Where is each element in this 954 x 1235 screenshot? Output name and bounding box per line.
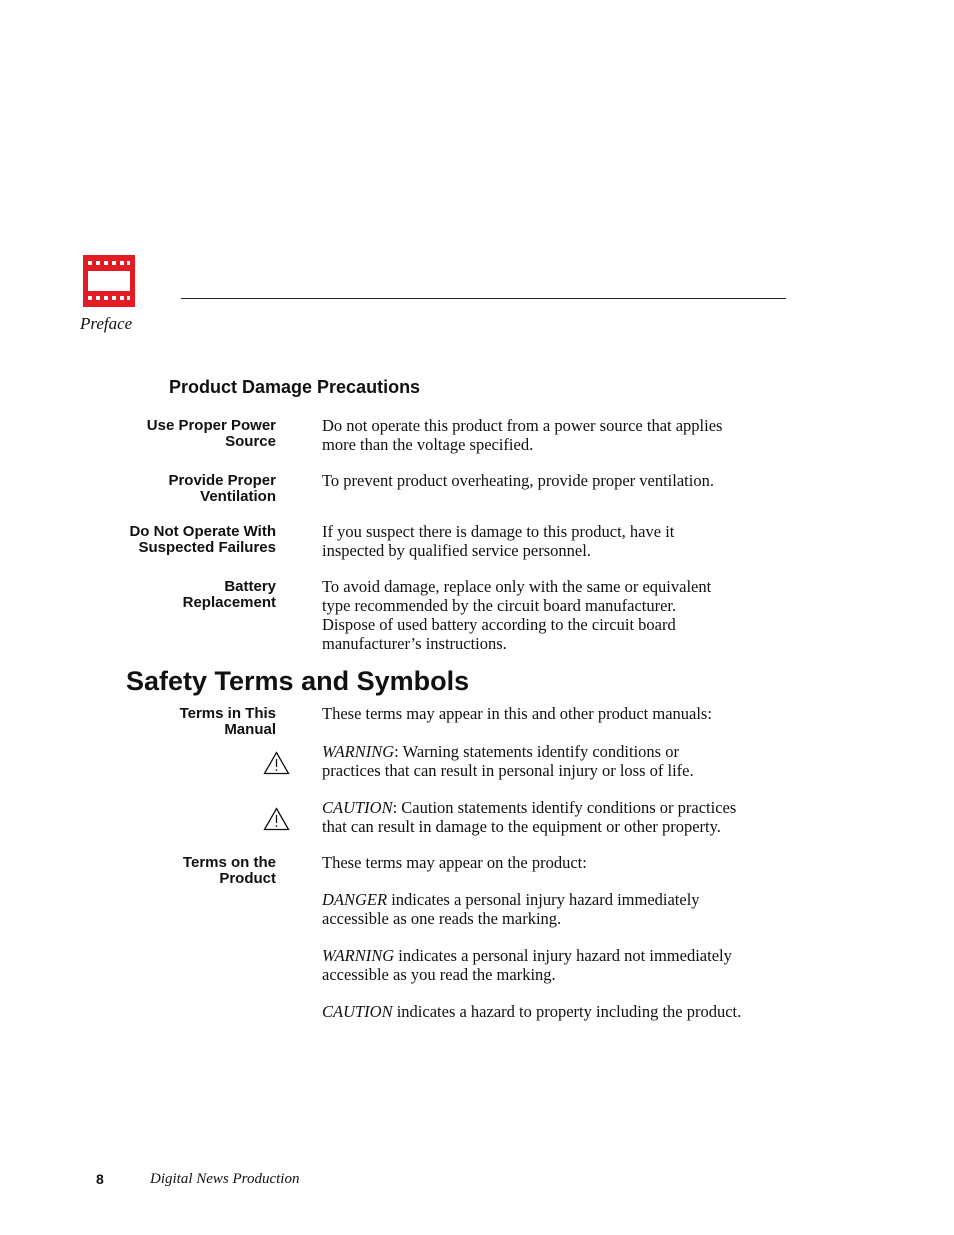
side-label-power: Use Proper Power Source: [146, 417, 276, 450]
side-label-failures: Do Not Operate With Suspected Failures: [129, 523, 276, 556]
terms-product-intro: These terms may appear on the product:: [322, 853, 587, 872]
terms-manual-intro: These terms may appear in this and other product manuals:: [322, 704, 712, 723]
film-strip-icon: [83, 255, 135, 307]
footer-title: Digital News Production: [150, 1171, 300, 1187]
side-label-battery: Battery Replacement: [182, 578, 276, 611]
caution-statement: CAUTION: Caution statements identify conditions or practices that can result in damage to the equipment or other property.: [322, 798, 737, 836]
side-label-terms-product: Terms on the Product: [182, 854, 276, 887]
side-label-terms-manual: Terms in This Manual: [179, 705, 276, 738]
warning-triangle-icon: [263, 751, 290, 775]
product-caution-statement: CAUTION indicates a hazard to property including the product.: [322, 1002, 742, 1021]
text-ventilation: To prevent product overheating, provide proper ventilation.: [322, 471, 714, 490]
product-damage-heading: Product Damage Precautions: [169, 377, 421, 397]
product-warning-statement: WARNING indicates a personal injury hazard not immediately accessible as you read the marking.: [322, 946, 732, 984]
text-failures: If you suspect there is damage to this product, have it inspected by qualified service personnel.: [322, 522, 675, 560]
safety-heading: Safety Terms and Symbols: [126, 666, 470, 696]
text-power: Do not operate this product from a power source that applies more than the voltage specified.: [322, 416, 723, 454]
text-battery: To avoid damage, replace only with the same or equivalent type recommended by the circuit board manufacturer. Dispose of used battery according to the circuit board manufacturer’s instructions.: [322, 577, 712, 653]
danger-statement: DANGER indicates a personal injury hazard immediately accessible as one reads the marking.: [322, 890, 700, 928]
page-number: 8: [96, 1171, 104, 1187]
warning-statement: WARNING: Warning statements identify conditions or practices that can result in personal injury or loss of life.: [322, 742, 694, 780]
caution-triangle-icon: [263, 807, 290, 831]
header-rule: [181, 298, 786, 299]
side-label-ventilation: Provide Proper Ventilation: [168, 472, 276, 505]
section-label: Preface: [80, 314, 133, 333]
